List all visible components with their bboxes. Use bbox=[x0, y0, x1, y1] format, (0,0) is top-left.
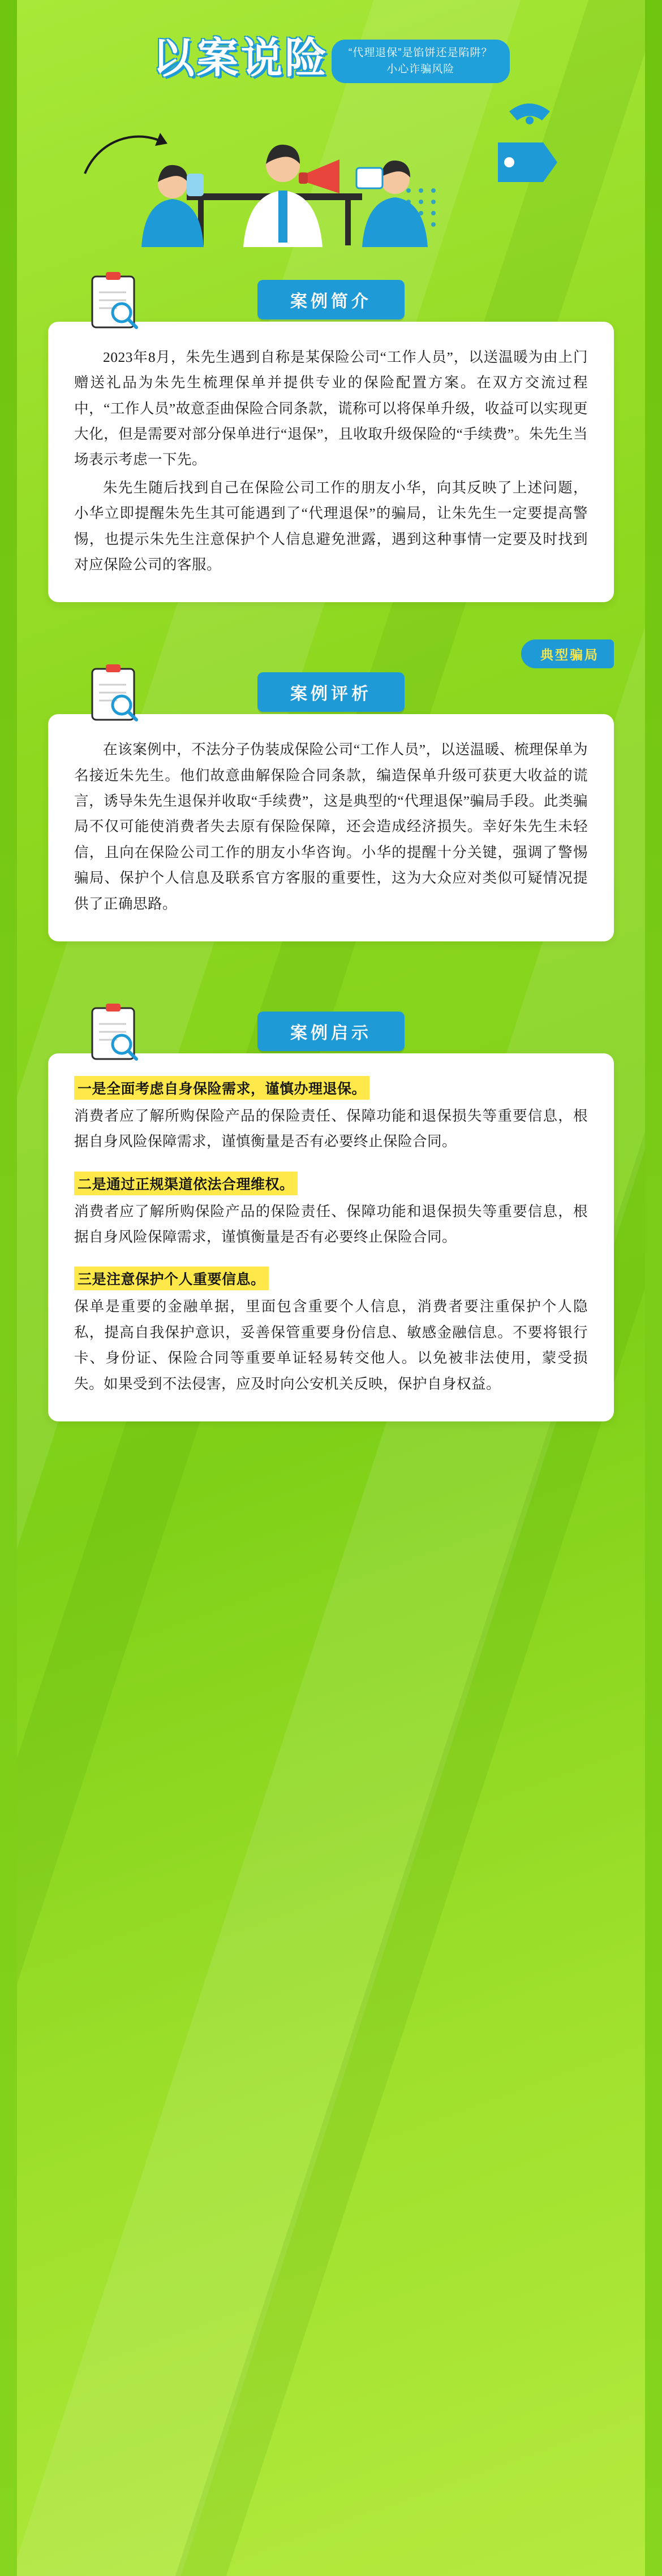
subtitle-line-2: 小心诈骗风险 bbox=[386, 63, 455, 76]
subtitle-line-1: “代理退保”是馅饼还是陷阱？ bbox=[348, 47, 493, 59]
clipboard-icon bbox=[89, 663, 141, 722]
title-wrap bbox=[152, 36, 329, 83]
phone-icon bbox=[509, 103, 550, 124]
lesson-body: 保单是重要的金融单据，里面包含重要个人信息，消费者要注重保护个人隐私，提高自我保护意识，妥善保管重要身份信息、敏感金融信息。不要将银行卡、身份证、保险合同等重要单证轻易转交他人。以免被非法使用，蒙受损失。如果受到不法侵害，应及时向公安机关反映，保护自身权益。 bbox=[74, 1298, 588, 1392]
section-card bbox=[48, 714, 614, 941]
section-heading-row bbox=[48, 278, 614, 322]
lesson-item bbox=[74, 1172, 588, 1250]
right-edge-bar bbox=[645, 0, 662, 2576]
section-case-intro bbox=[48, 278, 614, 602]
lesson-body: 消费者应了解所购保险产品的保险责任、保障功能和退保损失等重要信息，根据自身风险保障需求，谨慎衡量是否有必要终止保险合同。 bbox=[74, 1107, 588, 1150]
lesson-body: 消费者应了解所购保险产品的保险责任、保障功能和退保损失等重要信息，根据自身风险保障需求，谨慎衡量是否有必要终止保险合同。 bbox=[74, 1203, 588, 1245]
paragraph: 在该案例中，不法分子伪装成保险公司“工作人员”，以送温暖、梳理保单为名接近朱先生。他们故意曲解保险合同条款，编造保单升级可获更大收益的谎言，诱导朱先生退保并收取“手续费”，这是典型的“代理退保”骗局手段。此类骗局不仅可能使消费者失去原有保险保障，还会造成经济损失。幸好朱先生未轻信，且向在保险公司工作的朋友小华咨询。小华的提醒十分关键，强调了警惕骗局、保护个人信息及联系官方客服的重要性，这为大众应对类似可疑情况提供了正确思路。 bbox=[74, 741, 588, 912]
lesson-item bbox=[74, 1267, 588, 1397]
section-case-review bbox=[48, 648, 614, 941]
hero-illustration bbox=[0, 89, 662, 258]
section-title: 案例评析 bbox=[257, 672, 405, 712]
paragraph: 2023年8月，朱先生遇到自称是某保险公司“工作人员”，以送温暖为由上门赠送礼品为朱先生梳理保单并提供专业的保险配置方案。在双方交流过程中，“工作人员”故意歪曲保险合同条款，谎称可以将保单升级，收益可以实现更大化，但是需要对部分保单进行“退保”，且收取升级保险的“手续费”。朱先生当场表示考虑一下先。 bbox=[74, 348, 588, 468]
header bbox=[0, 0, 662, 83]
lesson-item bbox=[74, 1076, 588, 1155]
megaphone-icon bbox=[299, 159, 339, 193]
subtitle-banner bbox=[332, 40, 510, 83]
ribbon-badge: 典型骗局 bbox=[521, 639, 614, 668]
page-title-part2: 说险 bbox=[240, 36, 329, 83]
left-edge-bar bbox=[0, 0, 17, 2576]
arrow-icon bbox=[85, 133, 167, 174]
lesson-title: 二是通过正规渠道依法合理维权。 bbox=[74, 1172, 298, 1195]
person-left bbox=[141, 165, 204, 247]
clipboard-icon bbox=[89, 1002, 141, 1061]
section-heading-row bbox=[48, 648, 614, 714]
lesson-title: 一是全面考虑自身保险需求，谨慎办理退保。 bbox=[74, 1076, 369, 1100]
section-card bbox=[48, 322, 614, 602]
section-title: 案例启示 bbox=[257, 1012, 405, 1051]
lesson-title: 三是注意保护个人重要信息。 bbox=[74, 1267, 269, 1290]
paragraph: 朱先生随后找到自己在保险公司工作的朋友小华，向其反映了上述问题，小华立即提醒朱先生其可能遇到了“代理退保”的骗局，让朱先生一定要提高警惕，也提示朱先生注意保护个人信息避免泄露，遇到这种事情一定要及时找到对应保险公司的客服。 bbox=[74, 479, 588, 573]
page-title-part1: 以案 bbox=[152, 36, 241, 83]
enlightenment-card bbox=[48, 1053, 614, 1421]
clipboard-icon bbox=[89, 271, 141, 330]
section-enlightenment bbox=[48, 1009, 614, 1421]
tag-icon bbox=[498, 142, 557, 182]
section-title: 案例简介 bbox=[257, 280, 405, 319]
section-heading-row bbox=[48, 1009, 614, 1053]
person-right bbox=[356, 161, 428, 247]
